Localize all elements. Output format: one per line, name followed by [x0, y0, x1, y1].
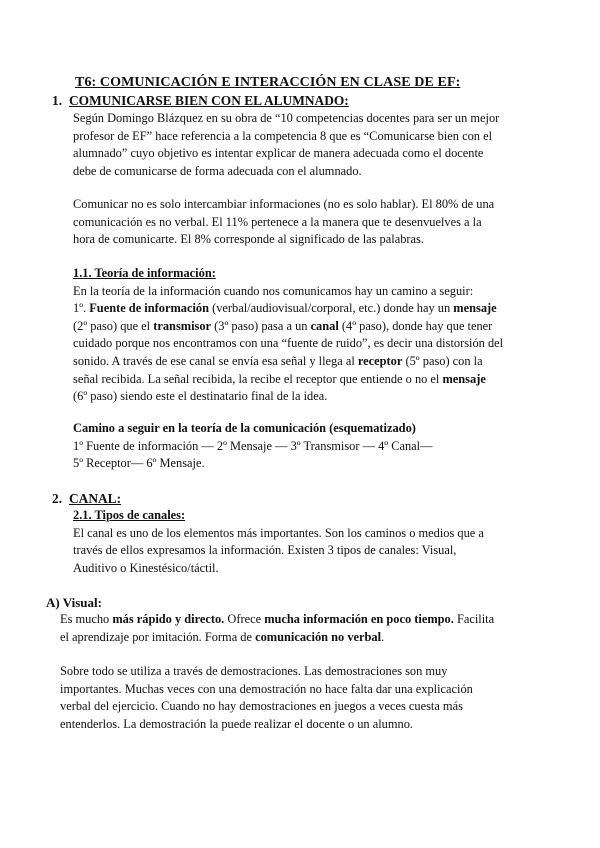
text-line	[73, 371, 533, 389]
text-run: el aprendizaje por imitación. Forma de	[60, 629, 256, 644]
bold-term: transmisor	[153, 318, 212, 333]
bold-term: mensaje	[453, 301, 497, 316]
text-line: importantes. Muchas veces con una demostración no hace falta dar una explicación	[60, 681, 473, 696]
bold-term: mucha información en poco tiempo.	[264, 612, 454, 626]
text-line: (6º paso) siendo este el destinatario final de la idea.	[73, 389, 328, 404]
text-line	[60, 629, 540, 647]
text-line: alumnado” cuyo objetivo es intentar explicar de manera adecuada como el docente	[73, 146, 484, 161]
intro-paragraph	[73, 110, 533, 180]
subsection-heading: 2.1. Tipos de canales:	[73, 508, 186, 522]
section-number: 2.	[52, 491, 63, 506]
bold-term: receptor	[357, 353, 403, 368]
bold-term: más rápido y directo.	[112, 612, 225, 626]
text-line: 5º Receptor— 6º Mensaje.	[73, 456, 205, 471]
visual-paragraph	[60, 611, 540, 646]
text-line	[73, 318, 533, 336]
text-line: El canal es uno de los elementos más importantes. Son los caminos o medios que a	[73, 525, 484, 540]
text-line: través de ellos expresamos la información. Existen 3 tipos de canales: Visual,	[73, 543, 457, 558]
text-run: señal recibida. La señal recibida, la recibe el receptor que entiende o no el	[73, 371, 443, 386]
text-line: entenderlos. La demostración la puede realizar el docente o un alumno.	[60, 716, 413, 731]
text-run: (2º paso) que el	[73, 318, 154, 333]
text-run: Facilita	[453, 612, 495, 626]
text-run: (3º paso) pasa a un	[211, 318, 311, 333]
text-line: Auditivo o Kinestésico/táctil.	[73, 560, 219, 575]
scheme-block	[73, 420, 533, 473]
text-line: debe de comunicarse de forma adecuada con el alumnado.	[73, 163, 362, 178]
text-line: hora de comunicarte. El 8% corresponde al significado de las palabras.	[73, 232, 424, 247]
percent-paragraph	[73, 196, 533, 249]
section-title: COMUNICARSE BIEN CON EL ALUMNADO:	[69, 93, 349, 108]
text-line: cuidado porque nos encontramos con una “fuente de ruido”, es decir una distorsión del	[73, 336, 504, 351]
visual-heading: A) Visual:	[46, 595, 102, 610]
text-line: Sobre todo se utiliza a través de demostraciones. Las demostraciones son muy	[60, 664, 448, 678]
channels-section	[73, 507, 533, 577]
bold-term: Fuente de información	[89, 301, 209, 316]
text-line	[73, 353, 533, 371]
section-2-heading	[52, 490, 352, 508]
text-run: (4º paso), donde hay que tener	[338, 318, 493, 333]
document-title: T6: COMUNICACIÓN E INTERACCIÓN EN CLASE DE EF:	[75, 75, 461, 90]
text-run: 1º.	[73, 301, 90, 316]
subsection-heading: 1.1. Teoría de información:	[73, 266, 216, 280]
scheme-heading: Camino a seguir en la teoría de la comunicación (esquematizado)	[73, 421, 416, 435]
text-line: verbal del ejercicio. Cuando no hay demostraciones en juegos a veces cuesta más	[60, 699, 463, 714]
text-run: (5º paso) con la	[402, 353, 483, 368]
theory-section	[73, 265, 533, 406]
text-line: profesor de EF” hace referencia a la competencia 8 que es “Comunicarse bien con el	[73, 128, 493, 143]
text-run: Es mucho	[60, 612, 113, 626]
bold-term: canal	[310, 318, 339, 333]
text-line	[73, 300, 533, 318]
demonstrations-paragraph	[60, 663, 540, 733]
text-run: (verbal/audiovisual/corporal, etc.) donde hay un	[209, 301, 454, 316]
bold-term: comunicación no verbal	[255, 629, 382, 644]
text-line	[60, 611, 540, 629]
bold-term: mensaje	[442, 371, 486, 386]
section-1-heading	[52, 92, 452, 110]
text-line: 1º Fuente de información — 2º Mensaje — 3º Transmisor — 4º Canal—	[73, 438, 433, 453]
section-title: CANAL:	[69, 491, 122, 506]
section-number: 1.	[52, 93, 63, 108]
text-run: Ofrece	[224, 612, 265, 626]
text-line: Comunicar no es solo intercambiar informaciones (no es solo hablar). El 80% de una	[73, 197, 495, 211]
text-line: Según Domingo Blázquez en su obra de “10 competencias docentes para ser un mejor	[73, 111, 500, 125]
text-run: .	[381, 629, 385, 644]
text-run: sonido. A través de ese canal se envía esa señal y llega al	[73, 353, 358, 368]
text-line: comunicación es no verbal. El 11% pertenece a la manera que te desenvuelves a la	[73, 214, 482, 229]
text-line: En la teoría de la información cuando nos comunicamos hay un camino a seguir:	[73, 283, 474, 298]
